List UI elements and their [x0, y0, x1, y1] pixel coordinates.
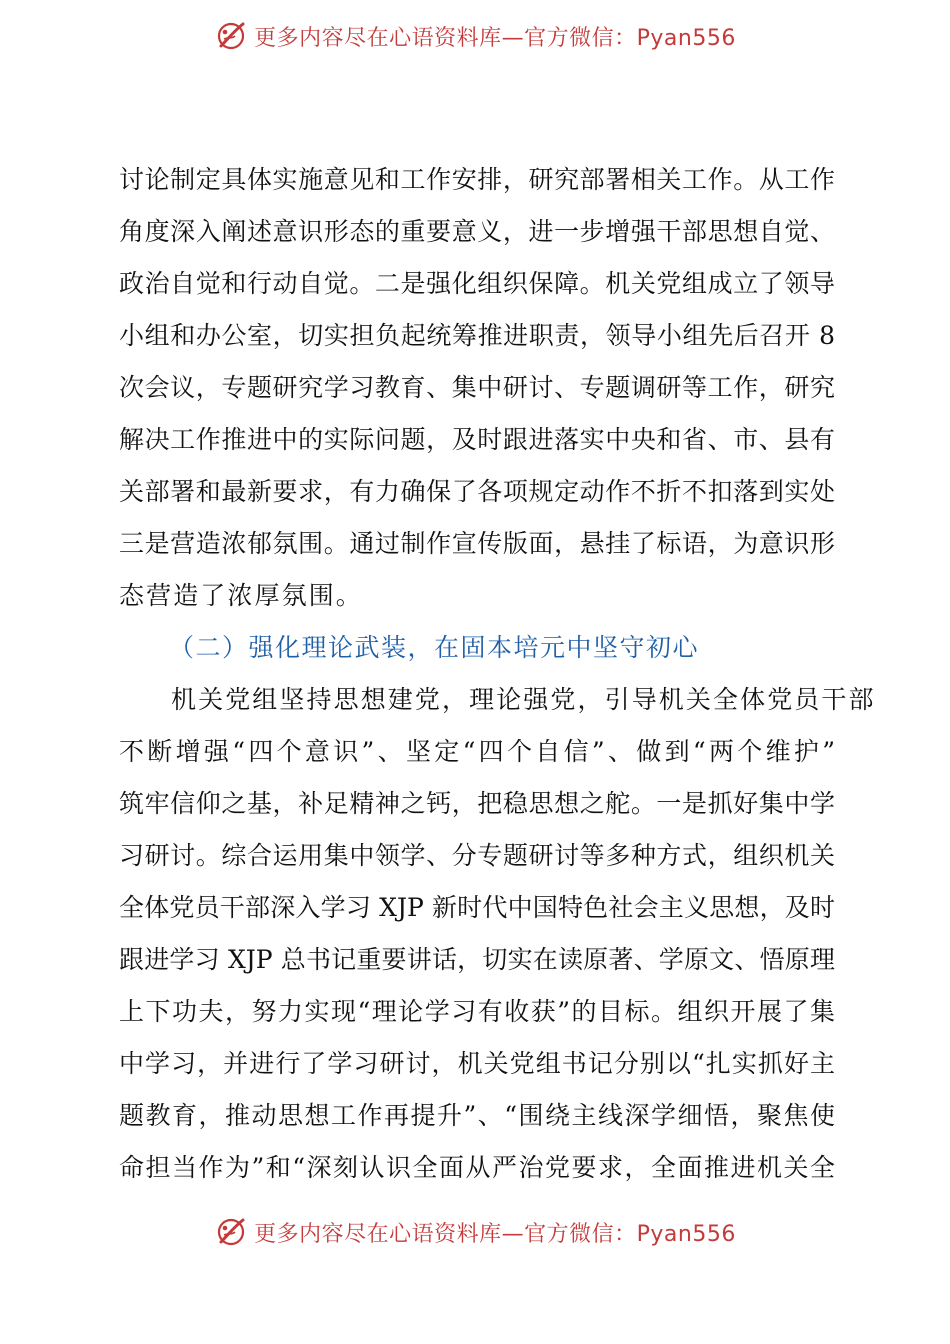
- body-line: 三是营造浓郁氛围。通过制作宣传版面，悬挂了标语，为意识形: [119, 529, 835, 558]
- body-line: 机关党组坚持思想建党，理论强党，引导机关全体党员干部: [171, 685, 876, 714]
- body-line: 习研讨。综合运用集中领学、分专题研讨等多种方式，组织机关: [119, 841, 835, 870]
- body-line: 解决工作推进中的实际问题，及时跟进落实中央和省、市、县有: [119, 425, 835, 454]
- body-line: 讨论制定具体实施意见和工作安排，研究部署相关工作。从工作: [119, 165, 835, 194]
- header-watermark-text: 更多内容尽在心语资料库—官方微信：Pyan556: [254, 25, 736, 51]
- document-body: [119, 154, 876, 1194]
- body-line: 中学习，并进行了学习研讨，机关党组书记分别以“扎实抓好主: [119, 1049, 835, 1078]
- body-line: 小组和办公室，切实担负起统筹推进职责，领导小组先后召开 8: [119, 321, 835, 350]
- body-line: 政治自觉和行动自觉。二是强化组织保障。机关党组成立了领导: [119, 269, 835, 298]
- body-line: 关部署和最新要求，有力确保了各项规定动作不折不扣落到实处: [119, 477, 835, 506]
- footer-watermark-banner: [0, 1212, 950, 1252]
- body-line: 题教育，推动思想工作再提升”、“围绕主线深学细悟，聚焦使: [119, 1101, 835, 1130]
- body-line: 次会议，专题研究学习教育、集中研讨、专题调研等工作，研究: [119, 373, 835, 402]
- body-line: 命担当作为”和“深刻认识全面从严治党要求，全面推进机关全: [119, 1153, 835, 1182]
- body-line: 筑牢信仰之基，补足精神之钙，把稳思想之舵。一是抓好集中学: [119, 789, 835, 818]
- body-line: 上下功夫，努力实现“理论学习有收获”的目标。组织开展了集: [119, 997, 835, 1026]
- brush-logo-icon: [214, 1215, 248, 1249]
- footer-watermark-text: 更多内容尽在心语资料库—官方微信：Pyan556: [254, 1221, 736, 1247]
- section-heading: （二）强化理论武装，在固本培元中坚守初心: [169, 633, 700, 662]
- brush-logo-icon: [214, 19, 248, 53]
- body-line: 不断增强“四个意识”、坚定“四个自信”、做到“两个维护”: [119, 737, 835, 766]
- body-line: 全体党员干部深入学习 XJP 新时代中国特色社会主义思想，及时: [119, 893, 835, 922]
- body-line: 态营造了浓厚氛围。: [119, 581, 363, 610]
- body-line: 跟进学习 XJP 总书记重要讲话，切实在读原著、学原文、悟原理: [119, 945, 835, 974]
- body-line: 角度深入阐述意识形态的重要意义，进一步增强干部思想自觉、: [119, 217, 835, 246]
- header-watermark-banner: [0, 16, 950, 56]
